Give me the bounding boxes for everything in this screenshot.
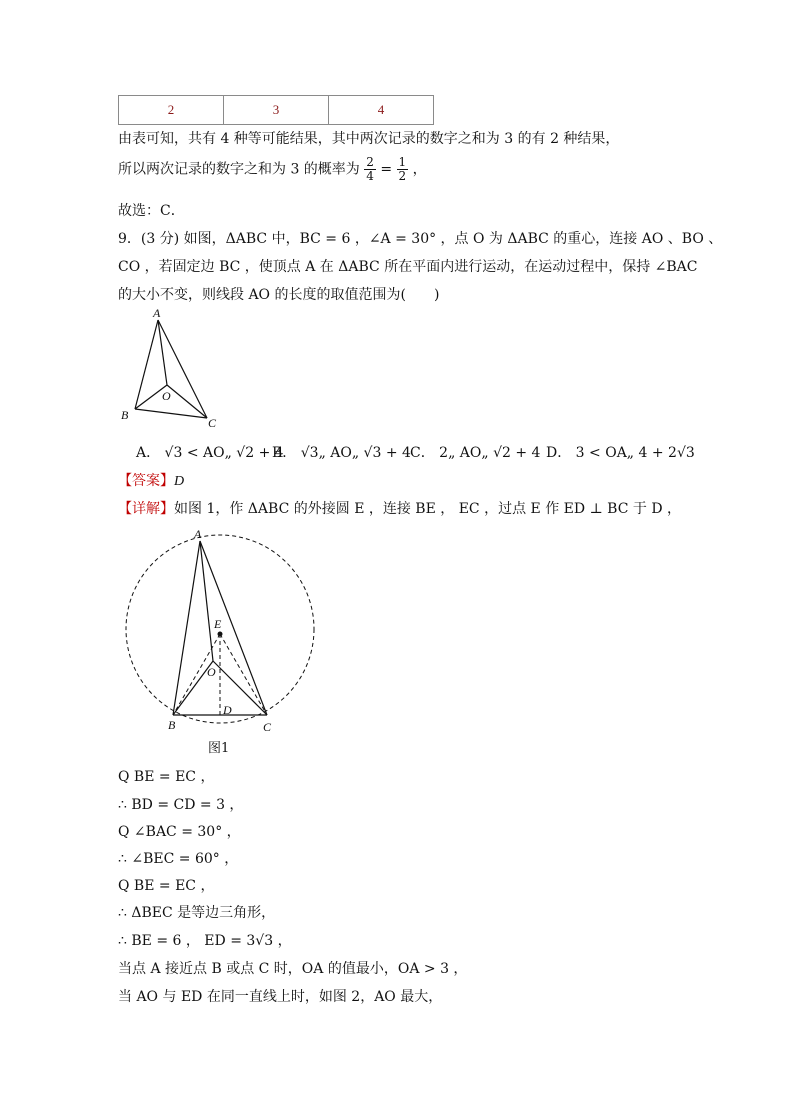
- detail-text: 如图 1，作 ΔABC 的外接圆 E ，连接 BE ， EC ，过点 E 作 ED ⊥ BC 于 D ，: [174, 501, 682, 517]
- step-8: 当点 A 接近点 B 或点 C 时，OA 的值最小，OA > 3 ，: [118, 961, 468, 977]
- fraction-denominator: 4: [366, 169, 374, 183]
- edge-ac: [200, 541, 267, 715]
- figure-1: [118, 524, 323, 756]
- option-b: B． √3„ AO„ √3 + 4: [272, 445, 411, 461]
- table-cell: 4: [329, 96, 434, 125]
- option-a: A． √3 < AO„ √2 + 4: [136, 445, 284, 461]
- figure-1-caption: 图1: [208, 741, 230, 756]
- fraction-denominator: 2: [398, 169, 407, 183]
- answer-value: D: [174, 474, 185, 489]
- answer-tag: 【答案】: [118, 473, 174, 489]
- detail-line: [118, 498, 681, 518]
- label-b: B: [168, 718, 176, 732]
- label-e: E: [214, 617, 222, 631]
- table-cell: 3: [224, 96, 329, 125]
- equals-sign: =: [380, 161, 393, 178]
- table-cell: 2: [119, 96, 224, 125]
- label-b: B: [121, 408, 129, 422]
- step-5: Q BE = EC ，: [118, 878, 215, 894]
- question-9-line-2: CO ，若固定边 BC ，使顶点 A 在 ΔABC 所在平面内进行运动，在运动过程中，保持 ∠BAC: [118, 259, 698, 275]
- fraction-numerator: 2: [366, 155, 374, 169]
- question-9-figure: [112, 305, 232, 430]
- step-3: Q ∠BAC = 30° ，: [118, 824, 241, 840]
- step-4: ∴ ∠BEC = 60° ，: [118, 851, 239, 867]
- step-6: ∴ ΔBEC 是等边三角形，: [118, 905, 276, 921]
- edge-bc: [135, 409, 207, 418]
- prev-line-2: [118, 156, 427, 183]
- step-1: Q BE = EC ，: [118, 769, 215, 785]
- question-9-line-3: 的大小不变，则线段 AO 的长度的取值范围为( ): [118, 287, 440, 303]
- label-c: C: [263, 720, 272, 734]
- prev-line-2-prefix: 所以两次记录的数字之和为 3 的概率为: [118, 161, 360, 178]
- segment-co: [213, 661, 267, 715]
- fraction-1-over-2: [397, 156, 409, 183]
- detail-tag: 【详解】: [118, 501, 174, 517]
- fraction-numerator: 1: [398, 155, 407, 169]
- prev-line-2-suffix: ，: [412, 161, 427, 178]
- edge-ab: [135, 320, 158, 409]
- prev-answer-line: 故选：C．: [118, 203, 185, 219]
- step-9: 当 AO 与 ED 在同一直线上时，如图 2，AO 最大，: [118, 989, 443, 1005]
- table-row: [119, 96, 434, 125]
- point-e: [218, 632, 223, 637]
- answer-line: [118, 470, 184, 490]
- edge-ab: [173, 541, 200, 715]
- segment-co: [167, 385, 207, 418]
- option-d: D． 3 < OA„ 4 + 2√3: [546, 445, 695, 461]
- label-a: A: [153, 306, 161, 320]
- label-o: O: [162, 389, 171, 403]
- question-9-line-1: 9．(3 分) 如图，ΔABC 中，BC = 6 ，∠A = 30° ，点 O 为 ΔABC 的重心，连接 AO 、BO 、: [118, 231, 723, 247]
- probability-table: [118, 95, 434, 125]
- fraction-2-over-4: [364, 156, 376, 183]
- prev-line-1: 由表可知，共有 4 种等可能结果，其中两次记录的数字之和为 3 的有 2 种结果，: [118, 131, 620, 147]
- step-2: ∴ BD = CD = 3 ，: [118, 797, 244, 813]
- label-c: C: [208, 416, 217, 430]
- label-d: D: [223, 703, 232, 717]
- option-c: C． 2„ AO„ √2 + 4: [410, 445, 541, 461]
- label-a: A: [194, 527, 202, 541]
- label-o: O: [207, 665, 216, 679]
- step-7: ∴ BE = 6 ， ED = 3√3 ，: [118, 933, 292, 949]
